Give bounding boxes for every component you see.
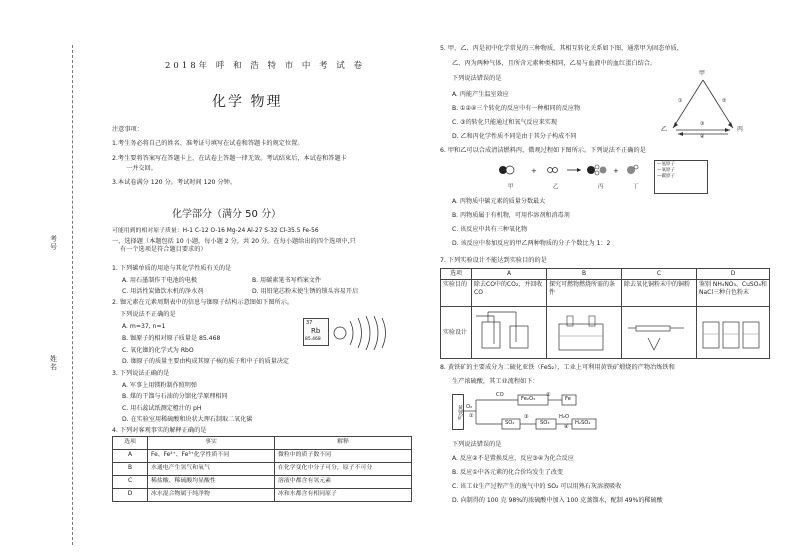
- q5-option-b: B. ①②④三个转化的反应中有一种相同的反应物: [452, 105, 581, 112]
- element-cell: [303, 318, 329, 346]
- part-title: 化学部分（满分 50 分）: [172, 209, 282, 220]
- q1-option-d: D. 用铅笔芯粉末使生锈的锁头容易开启: [252, 288, 359, 295]
- cell: Fe、Fe²⁺、Fe³⁺化学性质不同: [148, 450, 275, 463]
- atomic-number: 37: [306, 320, 313, 326]
- table-header-row: [441, 269, 770, 280]
- table-row: [441, 307, 770, 359]
- q5-sub: 下列说法错误的是: [452, 75, 502, 82]
- q4-table: [112, 436, 412, 502]
- cell: 在化学变化中分子可分，原子不可分: [275, 463, 412, 476]
- q4-stem: 4. 下列对客观事实的解释正确的是: [112, 427, 207, 434]
- legend-c: —碳原子: [657, 174, 675, 180]
- arrow-label: ③: [700, 121, 705, 127]
- q2-sub: 下列说法不正确的是: [120, 311, 176, 318]
- cell: 探究可燃物燃烧所需的条件: [547, 280, 622, 307]
- cell: C: [622, 269, 697, 280]
- q2-option-c: C. 氧化铷的化学式为 RbO: [122, 347, 194, 354]
- cell: A: [472, 269, 547, 280]
- q5-option-d: D. 乙和丙化学性质不同是由于其分子构成不同: [452, 133, 577, 140]
- q3-option-d: D. 在实验室用稀硫酸和块状大理石制取二氧化碳: [122, 416, 253, 423]
- cell: 冰水混合物属于纯净物: [148, 489, 275, 502]
- q8-sub: 下列说法错误的是: [452, 441, 502, 448]
- node-jia: 甲: [699, 70, 706, 77]
- label-ding: 丁: [633, 184, 639, 190]
- cell: 溶液中都含有氢元素: [275, 476, 412, 489]
- node-yi: 乙: [661, 126, 668, 133]
- notice-heading: 注意事项：: [112, 126, 143, 133]
- cell: 水通电产生氢气和氧气: [148, 463, 275, 476]
- flow-h2so4: H₂SO₄: [575, 420, 591, 426]
- arrow-label: ②: [722, 98, 727, 104]
- micro-process-diagram: [495, 160, 665, 184]
- q6-option-d: D. 该反应中参加反应的甲乙两种物质的分子个数比为 1：2: [452, 240, 611, 247]
- q5-stem-2: 乙、丙为两种气体，且所含元素种类相同，乙易与血液中的血红蛋白结合。: [452, 60, 657, 67]
- cell: A: [113, 450, 148, 463]
- atom-legend: [654, 160, 708, 194]
- name-label: 姓名: [49, 355, 58, 371]
- flow-co: CO: [496, 392, 504, 398]
- q3-option-c: C. 用石蕊试纸测定橙汁的 pH: [122, 405, 202, 412]
- q8-option-d: D. 向制得的 100 克 98%的浓硫酸中加入 100 克蒸馏水，配制 49%的稀硫酸: [452, 497, 663, 504]
- ore-box: 黄铁矿: [452, 394, 464, 430]
- exam-title: 2018年 呼 和 浩 特 市 中 考 试 卷: [165, 61, 365, 71]
- section-line: 有一个选项是符合题目要求的）: [120, 246, 207, 254]
- cell: 实验设计: [441, 307, 472, 359]
- flow-o2: O₂: [466, 404, 473, 410]
- notice-item: 2.考生要将答案写在答题卡上，在试卷上答题一律无效。考试结束后，本试卷和答题卡: [112, 154, 347, 162]
- label-yi: 乙: [553, 184, 559, 190]
- svg-text:+: +: [613, 167, 619, 175]
- cell: B: [547, 269, 622, 280]
- cell: 稀盐酸、稀硫酸均显酸性: [148, 476, 275, 489]
- q6-stem: 6. 甲和乙可以合成清洁燃料丙，微观过程如下图所示。下列说法不正确的是: [440, 147, 646, 154]
- binding-line: [72, 45, 73, 545]
- conversion-diagram: [658, 70, 748, 140]
- industrial-flowchart: [452, 392, 692, 434]
- q8-option-b: B. 反应①中各元素的化合价均发生了改变: [452, 469, 564, 476]
- table-header-row: [113, 437, 412, 450]
- q1-option-a: A. 用石墨制作干电池的电极: [122, 277, 197, 284]
- q8-option-c: C. 该工业生产过程产生的废气中的 SO₂ 可以用熟石灰溶液吸收: [452, 483, 622, 490]
- triangle-arrows: [658, 70, 748, 140]
- q3-option-b: B. 煤的干馏与石油的分馏化学原理相同: [122, 393, 228, 400]
- flow-step-4: ④: [564, 424, 569, 430]
- flow-so2: SO₂: [505, 420, 515, 426]
- flow-step-1: ①: [469, 413, 474, 419]
- node-bing: 丙: [737, 126, 744, 133]
- q1-option-b: B. 用碳素笔书写档案文件: [252, 277, 321, 284]
- label-bing: 丙: [598, 184, 604, 190]
- q5-stem: 5. 甲、乙、丙是初中化学常见的三种物质，其相互转化关系如下图，通常甲为固态单质，: [440, 45, 683, 52]
- q3-option-a: A. 军事上用镁粉制作照明弹: [122, 382, 197, 389]
- q2-option-d: D. 铷原子的质量主要由构成其原子核的质子和中子的质量决定: [122, 358, 290, 365]
- notice-item: 3.本试卷满分 120 分。考试时间 120 分钟。: [112, 179, 237, 187]
- q6-option-a: A. 丙物质中碳元素的质量分数最大: [452, 198, 546, 205]
- apparatus-d: [697, 307, 770, 359]
- cell: 微粒中的质子数不同: [275, 450, 412, 463]
- cell: 实验目的: [441, 280, 472, 307]
- arrow-label: ①: [678, 98, 683, 104]
- q5-option-a: A. 丙能产生温室效应: [452, 91, 509, 98]
- section-line: 一、选择题（本题包括 10 小题，每小题 2 分，共 20 分。在每小题给出的四个选项中,只: [112, 238, 356, 245]
- subject-title: 化学 物理: [212, 94, 283, 110]
- cell: D: [697, 269, 770, 280]
- arrow-label: ④: [700, 134, 705, 140]
- relative-mass: 85.468: [305, 337, 321, 342]
- q1-option-c: C. 用活性炭做饮水机的净水剂: [122, 288, 204, 295]
- label-jia: 甲: [508, 184, 514, 190]
- table-row: [113, 450, 412, 463]
- q1-stem: 1. 下列碳单质的用途与其化学性质有关的是: [112, 265, 232, 272]
- cell: 冰和水都含有相同原子: [275, 489, 412, 502]
- q6-option-b: B. 丙物质属于有机物，可用作溶剂和消毒剂: [452, 212, 570, 219]
- q8-stem-2: 生产浓硫酸，其工业流程如下：: [452, 378, 539, 385]
- notice-block: [112, 126, 422, 194]
- q3-stem: 3. 下列说法正确的是: [112, 370, 170, 377]
- flow-so3: SO₃: [540, 420, 550, 426]
- flow-fe: Fe: [565, 396, 571, 402]
- q8-stem: 8. 黄铁矿的主要成分为二硫化亚铁（FeS₂），工业上可利用黄铁矿煅烧的产物冶炼铁和: [440, 364, 675, 371]
- table-row: [113, 476, 412, 489]
- notice-item: 1.考生务必将自己的姓名、准考证号填写在试卷和答题卡的规定位置。: [112, 140, 304, 148]
- cell: 选项: [441, 269, 472, 280]
- legend-h: —氢原子: [657, 162, 675, 167]
- apparatus-c: [622, 307, 697, 359]
- atomic-mass-line: 可能用到的相对原子质量：H-1 C-12 O-16 Mg-24 Al-27 S-32 Cl-35.5 Fe-56: [112, 228, 319, 234]
- flow-fe2o3: Fe₂O₃: [521, 396, 536, 402]
- q5-option-c: C. ③的转化只能通过和氧气反应来实现: [452, 119, 557, 126]
- table-row: [113, 463, 412, 476]
- svg-text:+: +: [531, 167, 537, 175]
- table-row: [113, 489, 412, 502]
- flow-h2o: H₂O: [559, 414, 570, 420]
- cell: 除去CO中的CO₂，并回收CO: [472, 280, 547, 307]
- cell: 鉴别 NH₄NO₃、CuSO₄和NaCl三种白色粉末: [697, 280, 770, 307]
- flow-step-3: ③: [524, 414, 529, 420]
- q7-table: [440, 268, 770, 359]
- table-row: [441, 280, 770, 307]
- q6-option-c: C. 该反应中共有三种氧化物: [452, 226, 528, 233]
- cell: C: [113, 476, 148, 489]
- q2-option-a: A. m=37, n=1: [122, 323, 166, 330]
- section-intro: [112, 238, 422, 255]
- apparatus-b: [547, 307, 622, 359]
- q7-stem: 7. 下列实验设计不能达到实验目的的是: [440, 257, 547, 264]
- exam-number-label: 考号: [49, 235, 58, 251]
- atom-structure-diagram: [332, 313, 394, 353]
- notice-item: 一并交回。: [126, 165, 157, 173]
- flow-step-2: ②: [546, 392, 551, 398]
- col-header: 事实: [148, 437, 275, 450]
- q2-option-b: B. 铷原子的相对原子质量是 85.468: [122, 335, 221, 342]
- cell: B: [113, 463, 148, 476]
- q8-option-a: A. 反应②不是置换反应，反应③④为化合反应: [452, 455, 574, 462]
- col-header: 解释: [275, 437, 412, 450]
- q2-stem: 2. 铷元素在元素周期表中的信息与铷原子结构示意图如下图所示。: [112, 299, 294, 306]
- legend-o: —氧原子: [657, 168, 675, 174]
- col-header: 选项: [113, 437, 148, 450]
- element-symbol: Rb: [311, 327, 321, 335]
- cell: 除去氧化铜粉末中的铜粉: [622, 280, 697, 307]
- cell: D: [113, 489, 148, 502]
- apparatus-a: [472, 307, 547, 359]
